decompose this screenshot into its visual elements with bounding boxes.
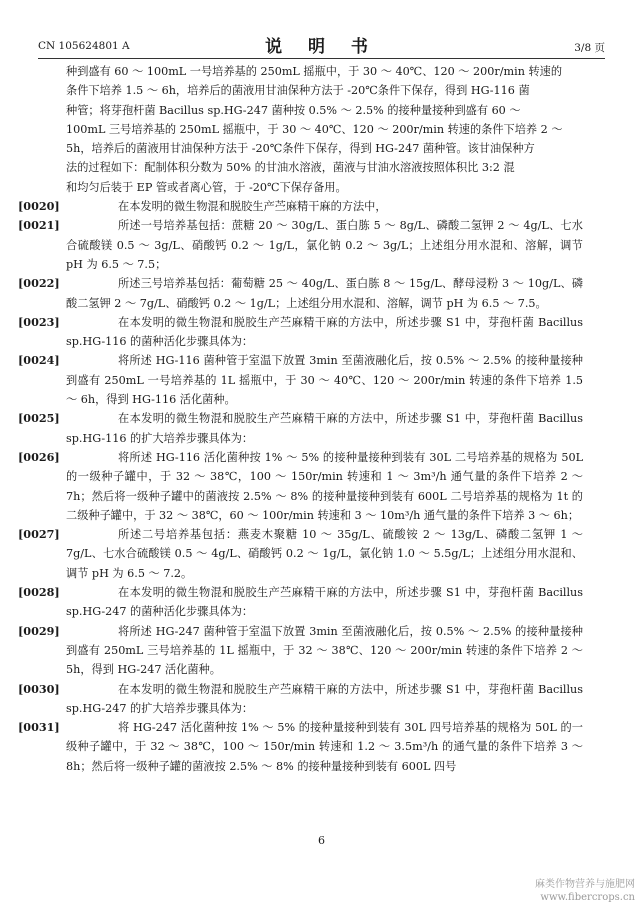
text-line: 100mL 三号培养基的 250mL 摇瓶中，于 30 ～ 40℃、120 ～ 200r/min 转速的条件下培养 2 ～ xyxy=(66,122,563,136)
paragraph-0025 xyxy=(18,409,583,448)
watermark-title: 麻类作物营养与施肥网 xyxy=(535,879,635,890)
paragraph-text: 在本发明的微生物混和脱胶生产苎麻精干麻的方法中， xyxy=(118,200,387,214)
paragraph-text: 将所述 HG-116 活化菌种按 1% ～ 5% 的接种量接种到装有 30L 二号培养基的规格为 50L 的一级种子罐中，于 32 ～ 38℃，100 ～ 150r/min 转速和 1 ～ 3m³/h 通气量的条件下培养 2 ～ 7h；然后将一级种子罐中的菌液按 2.5% ～ 8% 的接种量接种到装有 600L 二号培养基的规格为 1t 的二级种子罐中，于 32 ～ 38℃，60 ～ 100r/min 转速和 3 ～ 10m³/h 通气量的条件下培养 3 ～ 6h； xyxy=(66,450,583,522)
paragraph-0020 xyxy=(18,197,583,216)
text-line: 法的过程如下：配制体积分数为 50% 的甘油水溶液，菌液与甘油水溶液按照体积比 3:2 混 xyxy=(66,161,515,175)
paragraph-0028 xyxy=(18,583,583,622)
paragraph-0030 xyxy=(18,680,583,719)
paragraph-text: 将 HG-247 活化菌种按 1% ～ 5% 的接种量接种到装有 30L 四号培养基的规格为 50L 的一级种子罐中，于 32 ～ 38℃，100 ～ 150r/min 转速和 1.2 ～ 3.5m³/h 的通气量的条件下培养 3 ～ 8h；然后将一级种子罐的菌液按 2.5% ～ 8% 的接种量接种到装有 600L 四号 xyxy=(66,721,583,773)
paragraph-number: [0030] xyxy=(18,681,60,696)
paragraph-number: [0024] xyxy=(18,353,60,368)
paragraph-0029 xyxy=(18,622,583,680)
page-counter: 3/8 页 xyxy=(574,42,605,54)
text-line: 和均匀后装于 EP 管或者离心管，于 -20℃下保存备用。 xyxy=(66,180,347,194)
paragraph-0024 xyxy=(18,351,583,409)
text-line: 5h，培养后的菌液用甘油保种方法于 -20℃条件下保存，得到 HG-247 菌种管。该甘油保种方 xyxy=(66,142,535,156)
paragraph-number: [0023] xyxy=(18,314,60,329)
paragraph-number: [0026] xyxy=(18,449,60,464)
paragraph-number: [0025] xyxy=(18,411,60,426)
paragraph-number: [0031] xyxy=(18,720,60,735)
paragraph-text: 在本发明的微生物混和脱胶生产苎麻精干麻的方法中，所述步骤 S1 中，芽孢杆菌 Bacillus sp.HG-247 的菌种活化步骤具体为： xyxy=(66,586,583,619)
text-line: 条件下培养 1.5 ～ 6h，培养后的菌液用甘油保种方法于 -20℃条件下保存，得到 HG-116 菌 xyxy=(66,84,530,98)
continued-paragraph xyxy=(66,62,583,197)
text-line: 种到盛有 60 ～ 100mL 一号培养基的 250mL 摇瓶中，于 30 ～ 40℃、120 ～ 200r/min 转速的 xyxy=(66,65,563,78)
paragraph-text: 所述一号培养基包括：蔗糖 20 ～ 30g/L、蛋白胨 5 ～ 8g/L、磷酸二氢钾 2 ～ 4g/L、七水合硫酸镁 0.5 ～ 3g/L、硝酸钙 0.2 ～ 1g/L，氯化钠 0.2 ～ 3g/L；上述组分用水混和、溶解，调节 pH 为 6.5 ～ 7.5； xyxy=(66,219,583,271)
paragraph-0023 xyxy=(18,313,583,352)
paragraph-text: 所述二号培养基包括：燕麦木聚糖 10 ～ 35g/L、硫酸铵 2 ～ 13g/L、磷酸二氢钾 1 ～ 7g/L、七水合硫酸镁 0.5 ～ 4g/L、硝酸钙 0.2 ～ 1g/L，氯化钠 1.0 ～ 5.5g/L；上述组分用水混和、调节 pH 为 6.5 ～ 7.2。 xyxy=(66,528,583,580)
paragraph-0027 xyxy=(18,525,583,583)
paragraph-number: [0027] xyxy=(18,527,60,542)
paragraph-text: 所述三号培养基包括：葡萄糖 25 ～ 40g/L、蛋白胨 8 ～ 15g/L、酵母浸粉 3 ～ 10g/L、磷酸二氢钾 2 ～ 7g/L、硝酸钙 0.2 ～ 1g/L；上述组分用水混和、溶解，调节 pH 为 6.5 ～ 7.5。 xyxy=(66,277,583,310)
page-number: 6 xyxy=(318,834,325,847)
watermark-url: www.fibercrops.cn xyxy=(540,892,635,903)
paragraph-number: [0029] xyxy=(18,623,60,638)
paragraph-0021 xyxy=(18,216,583,274)
paragraph-text: 将所述 HG-116 菌种管于室温下放置 3min 至菌液融化后，按 0.5% ～ 2.5% 的接种量接种到盛有 250mL 一号培养基的 1L 摇瓶中，于 30 ～ 40℃、120 ～ 200r/min 转速的条件下培养 1.5 ～ 6h，得到 HG-116 活化菌种。 xyxy=(66,354,583,407)
paragraph-number: [0021] xyxy=(18,218,60,233)
page-header xyxy=(38,30,605,59)
paragraph-0031 xyxy=(18,718,583,776)
paragraph-text: 将所述 HG-247 菌种管于室温下放置 3min 至菌液融化后，按 0.5% ～ 2.5% 的接种量接种到盛有 250mL 三号培养基的 1L 摇瓶中，于 32 ～ 38℃、120 ～ 200r/min 转速的条件下培养 2 ～ 5h，得到 HG-247 活化菌种。 xyxy=(66,624,583,677)
page-title: 说 明 书 xyxy=(265,37,378,57)
paragraph-text: 在本发明的微生物混和脱胶生产苎麻精干麻的方法中，所述步骤 S1 中，芽孢杆菌 Bacillus sp.HG-116 的扩大培养步骤具体为： xyxy=(66,412,583,445)
patent-number: CN 105624801 A xyxy=(38,40,130,52)
paragraph-number: [0028] xyxy=(18,585,60,600)
paragraph-0026 xyxy=(18,448,583,525)
paragraph-number: [0022] xyxy=(18,276,60,291)
paragraph-text: 在本发明的微生物混和脱胶生产苎麻精干麻的方法中，所述步骤 S1 中，芽孢杆菌 Bacillus sp.HG-116 的菌种活化步骤具体为： xyxy=(66,315,583,349)
document-body xyxy=(18,62,583,776)
text-line: 种管；将芽孢杆菌 Bacillus sp.HG-247 菌种按 0.5% ～ 2.5% 的接种量接种到盛有 60 ～ xyxy=(66,103,521,117)
paragraph-text: 在本发明的微生物混和脱胶生产苎麻精干麻的方法中，所述步骤 S1 中，芽孢杆菌 Bacillus sp.HG-247 的扩大培养步骤具体为： xyxy=(66,682,583,715)
paragraph-0022 xyxy=(18,274,583,313)
paragraph-number: [0020] xyxy=(18,199,60,214)
site-watermark xyxy=(535,878,635,904)
